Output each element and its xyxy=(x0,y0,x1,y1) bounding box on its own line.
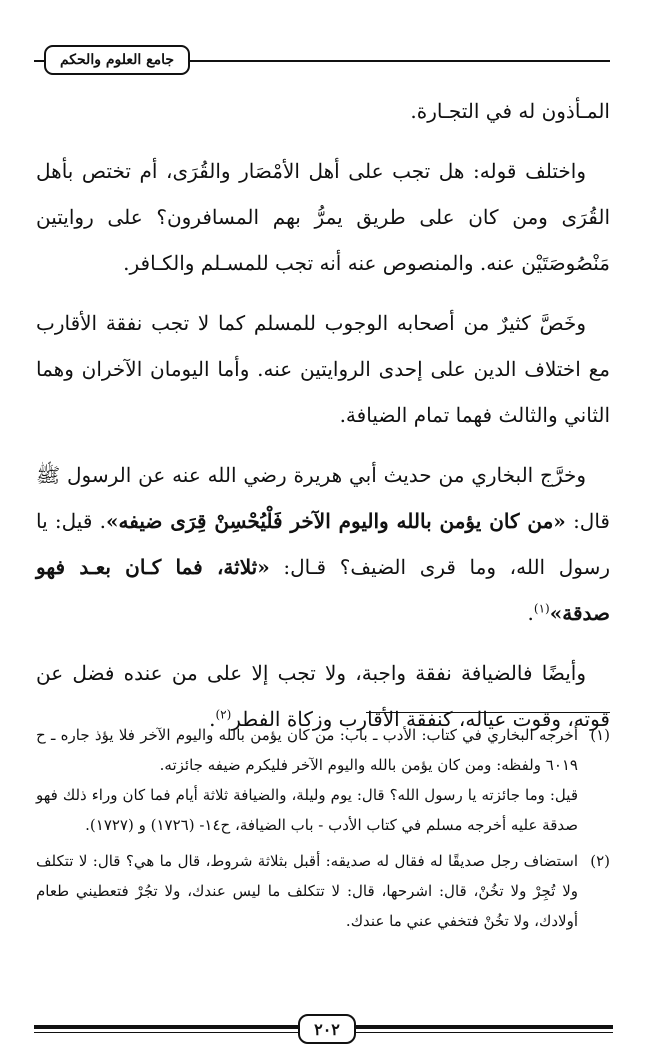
footnote-separator xyxy=(366,712,610,713)
page-number-box xyxy=(298,1014,356,1044)
footnote-2 xyxy=(36,846,610,936)
footer-rule xyxy=(34,1032,299,1033)
paragraph-5: وأيضًا فالضيافة نفقة واجبة، ولا تجب إلا على من عنده فضل عن قوته، وقوت عياله، كنفقة الأقارب وزكاة الفطر$^{(٢)}$. xyxy=(36,661,610,731)
paragraph-2: واختلف قوله: هل تجب على أهل الأمْصَار والقُرَى، أم تختص بأهل القُرَى ومن كان على طريق يمرُّ بهم المسافرون؟ على روايتين مَنْصُوصَتَيْن عنه. والمنصوص عنه أنه تجب للمسـلم والكـافر. xyxy=(36,159,610,275)
footnote-ref-1[interactable]: (١) xyxy=(533,601,550,616)
footnote-1 xyxy=(36,720,610,840)
footnote-line: قيل: وما جائزته يا رسول الله؟ قال: يوم وليلة، والضيافة ثلاثة أيام فما كان وراء ذلك فهو صدقة عليه أخرجه مسلم في كتاب الأدب - باب الضيافة، ح١٤- (١٧٢٦) و (١٧٢٧). xyxy=(36,786,578,834)
running-header xyxy=(44,45,190,75)
header-rule-right xyxy=(190,60,610,62)
main-text xyxy=(36,88,610,742)
hadith-quote-1: «من كان يؤمن بالله واليوم الآخر فَلْيُحْسِنْ قِرَى ضيفه» xyxy=(106,509,566,533)
footnote-mark: (١) xyxy=(590,726,610,744)
footnote-line: أخرجه البخاري في كتاب: الأدب ـ باب: من كان يؤمن بالله واليوم الآخر فلا يؤذ جاره ـ ح ٦٠١٩ ولفظه: ومن كان يؤمن بالله واليوم الآخر فليكرم ضيفه جائزته. xyxy=(36,726,578,774)
paragraph-4: وخرَّج البخاري من حديث أبي هريرة رضي الله عنه عن الرسول ﷺ قال: «من كان يؤمن بالله واليوم الآخر فَلْيُحْسِنْ قِرَى ضيفه». قيل: يا رسول الله، وما قرى الضيف؟ قـال: «ثلاثة، فما كـان بعـد فهو صدقة»$^{(١)}$. xyxy=(36,463,610,625)
footer-rule xyxy=(355,1032,613,1033)
footnote-line: استضاف رجل صديقًا له فقال له صديقه: أقبل بثلاثة شروط، قال ما هي؟ قال: لا تتكلف ولا تُجِرْ ولا تخُنْ، قال: اشرحها، قال: لا تتكلف ما ليس عندك، ولا تجُرْ فتعطيني طعام أولادك، ولا تخُنْ فتخفي عني ما عندك. xyxy=(36,852,578,930)
page-number: ٢٠٢ xyxy=(314,1019,340,1039)
footnote-ref-2[interactable]: (٢) xyxy=(215,707,232,722)
paragraph-3: وخَصَّ كثيرٌ من أصحابه الوجوب للمسلم كما لا تجب نفقة الأقارب مع اختلاف الدين على إحدى الروايتين عنه. وأما اليومان الآخران وهما الثاني والثالث فهما تمام الضيافة. xyxy=(36,311,610,427)
footer-rule xyxy=(34,1025,299,1029)
hadith-quote-2: «ثلاثة، فما كـان بعـد فهو صدقة» xyxy=(36,555,610,625)
footnote-mark: (٢) xyxy=(590,852,610,870)
running-header-title: جامع العلوم والحكم xyxy=(59,52,175,68)
paragraph-1: المـأذون له في التجـارة. xyxy=(410,99,610,123)
footnotes xyxy=(36,720,610,942)
footer-rule xyxy=(355,1025,613,1029)
